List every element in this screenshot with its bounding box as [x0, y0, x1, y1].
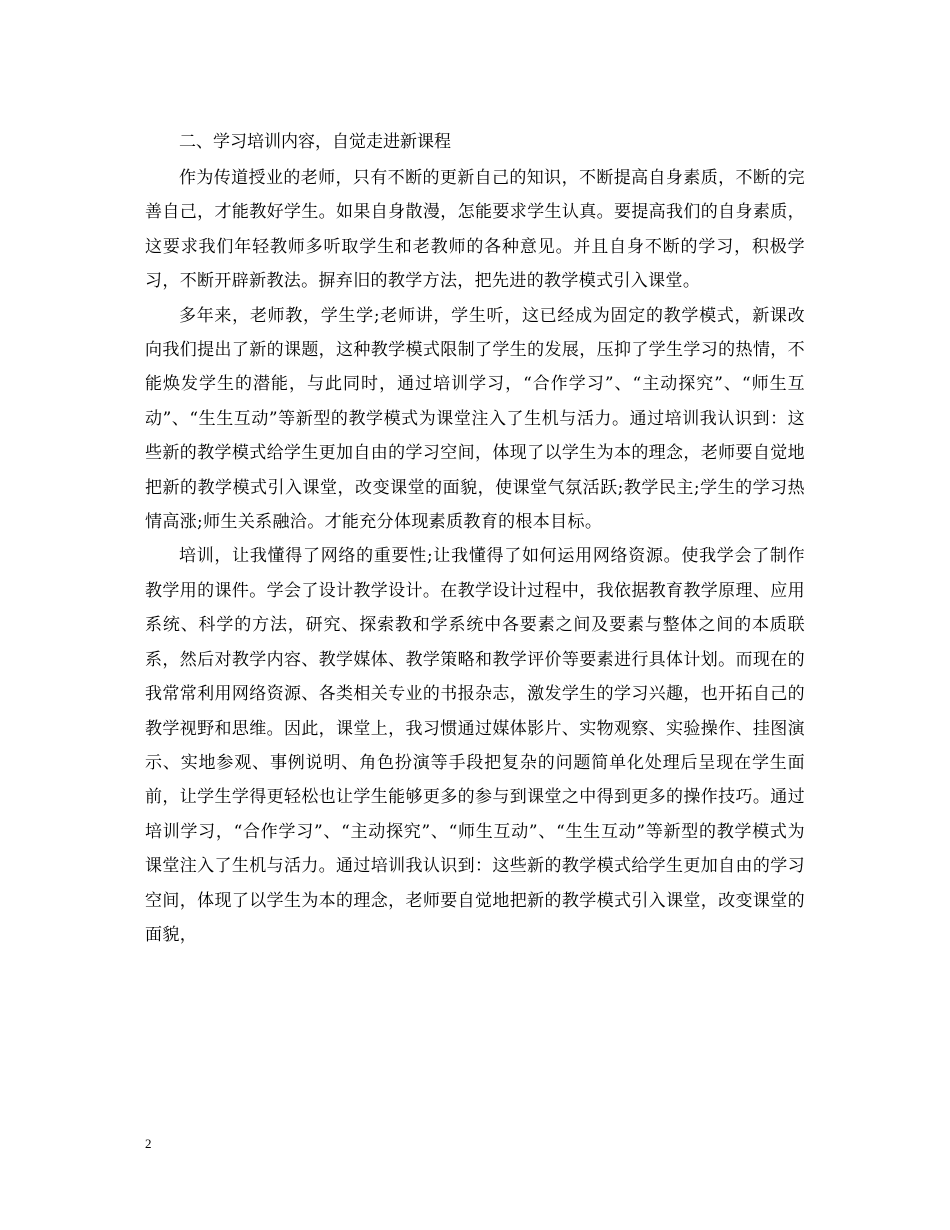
document-page	[145, 124, 805, 952]
paragraph-3: 培训，让我懂得了网络的重要性;让我懂得了如何运用网络资源。使我学会了制作教学用的课件。学会了设计教学设计。在教学设计过程中，我依据教育教学原理、应用系统、科学的方法，研究、探索教和学系统中各要素之间及要素与整体之间的本质联系，然后对教学内容、教学媒体、教学策略和教学评价等要素进行具体计划。而现在的我常常利用网络资源、各类相关专业的书报杂志，激发学生的学习兴趣，也开拓自己的教学视野和思维。因此，课堂上，我习惯通过媒体影片、实物观察、实验操作、挂图演示、实地参观、事例说明、角色扮演等手段把复杂的问题简单化处理后呈现在学生面前，让学生学得更轻松也让学生能够更多的参与到课堂之中得到更多的操作技巧。通过培训学习，“合作学习”、“主动探究”、“师生互动”、“生生互动”等新型的教学模式为课堂注入了生机与活力。通过培训我认识到：这些新的教学模式给学生更加自由的学习空间，体现了以学生为本的理念，老师要自觉地把新的教学模式引入课堂，改变课堂的面貌，	[145, 546, 805, 945]
section-heading: 二、学习培训内容，自觉走进新课程	[179, 132, 451, 152]
paragraph-2: 多年来，老师教，学生学;老师讲，学生听，这已经成为固定的教学模式，新课改向我们提出了新的课题，这种教学模式限制了学生的发展，压抑了学生学习的热情，不能焕发学生的潜能，与此同时，通过培训学习，“合作学习”、“主动探究”、“师生互动”、“生生互动”等新型的教学模式为课堂注入了生机与活力。通过培训我认识到：这些新的教学模式给学生更加自由的学习空间，体现了以学生为本的理念，老师要自觉地把新的教学模式引入课堂，改变课堂的面貌，使课堂气氛活跃;教学民主;学生的学习热情高涨;师生关系融洽。才能充分体现素质教育的根本目标。	[145, 305, 805, 533]
paragraph-1: 作为传道授业的老师，只有不断的更新自己的知识，不断提高自身素质，不断的完善自己，才能教好学生。如果自身散漫，怎能要求学生认真。要提高我们的自身素质，这要求我们年轻教师多听取学生和老教师的各种意见。并且自身不断的学习，积极学习，不断开辟新教法。摒弃旧的教学方法，把先进的教学模式引入课堂。	[145, 168, 805, 292]
page-number: 2	[145, 1136, 152, 1151]
